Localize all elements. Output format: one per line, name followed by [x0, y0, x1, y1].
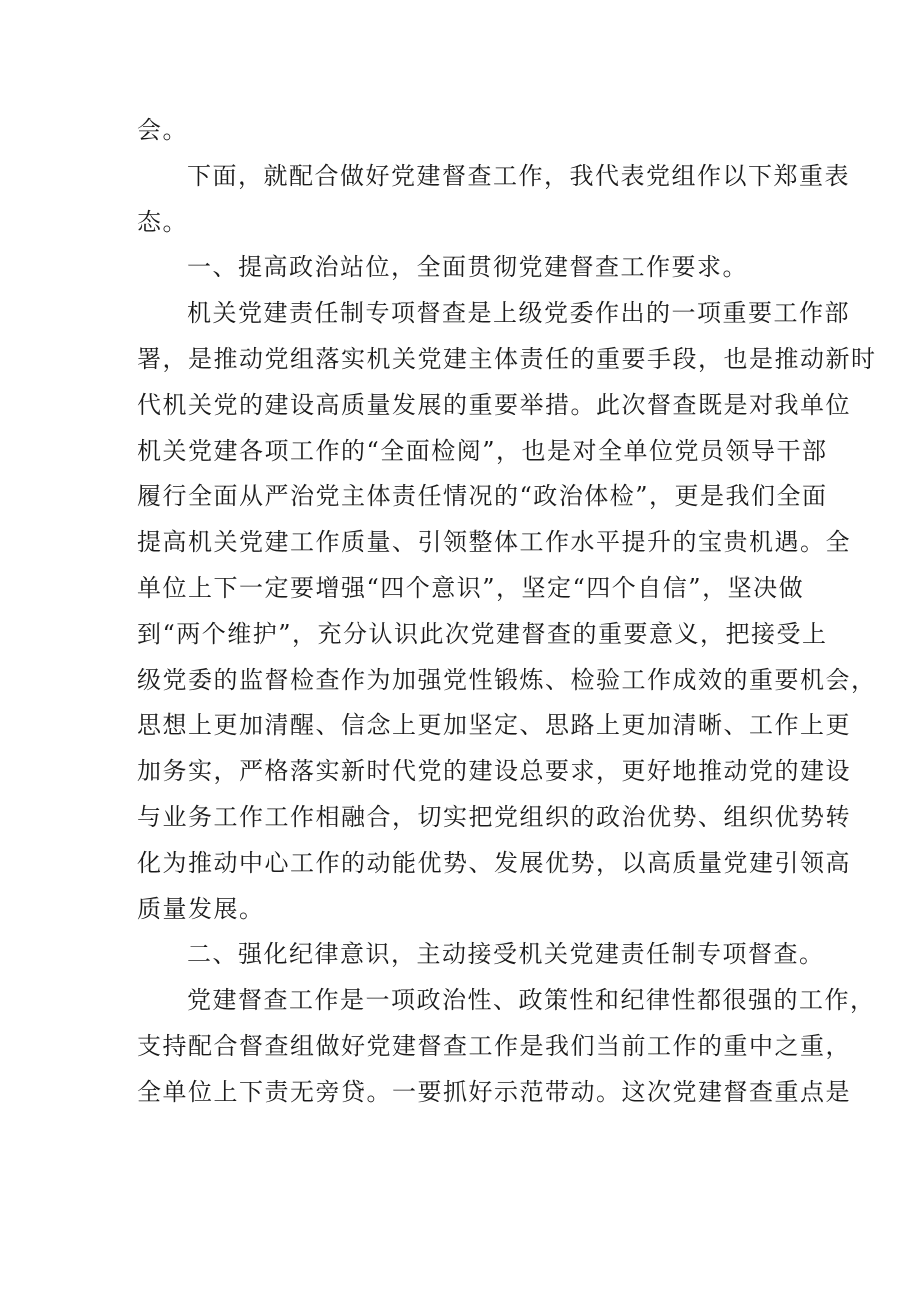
text-line-1: 会。	[137, 116, 188, 144]
text-line-8: 机关党建各项工作的“全面检阅”，也是对全单位党员领导干部	[137, 436, 828, 465]
text-line-6: 署，是推动党组落实机关党建主体责任的重要手段，也是推动新时	[137, 344, 877, 373]
text-line-7: 代机关党的建设高质量发展的重要举措。此次督查既是对我单位	[137, 390, 851, 419]
section-heading-2: 二、强化纪律意识，主动接受机关党建责任制专项督查。	[187, 940, 825, 969]
document-body	[137, 108, 877, 1116]
text-line-20: 党建督查工作是一项政治性、政策性和纪律性都很强的工作，	[187, 986, 876, 1015]
text-line-15: 加务实，严格落实新时代党的建设总要求，更好地推动党的建设	[137, 757, 851, 786]
text-line-21: 支持配合督查组做好党建督查工作是我们当前工作的重中之重，	[137, 1031, 851, 1060]
text-line-18: 质量发展。	[137, 894, 265, 923]
text-line-17: 化为推动中心工作的动能优势、发展优势，以高质量党建引领高	[137, 848, 851, 877]
text-line-3: 态。	[137, 207, 188, 236]
text-line-13: 级党委的监督检查作为加强党性锻炼、检验工作成效的重要机会，	[137, 665, 877, 694]
text-line-14: 思想上更加清醒、信念上更加坚定、思路上更加清晰、工作上更	[137, 711, 851, 740]
text-line-12: 到“两个维护”，充分认识此次党建督查的重要意义，把接受上	[137, 619, 828, 648]
text-line-5: 机关党建责任制专项督查是上级党委作出的一项重要工作部	[187, 299, 850, 328]
text-line-11: 单位上下一定要增强“四个意识”，坚定“四个自信”，坚决做	[137, 573, 805, 602]
text-line-16: 与业务工作工作相融合，切实把党组织的政治优势、组织优势转	[137, 802, 851, 831]
section-heading-1: 一、提高政治站位，全面贯彻党建督查工作要求。	[187, 253, 748, 282]
text-line-22: 全单位上下责无旁贷。一要抓好示范带动。这次党建督查重点是	[137, 1077, 851, 1106]
text-line-9: 履行全面从严治党主体责任情况的“政治体检”，更是我们全面	[137, 482, 828, 511]
text-line-10: 提高机关党建工作质量、引领整体工作水平提升的宝贵机遇。全	[137, 528, 851, 557]
text-line-2: 下面，就配合做好党建督查工作，我代表党组作以下郑重表	[187, 161, 850, 190]
